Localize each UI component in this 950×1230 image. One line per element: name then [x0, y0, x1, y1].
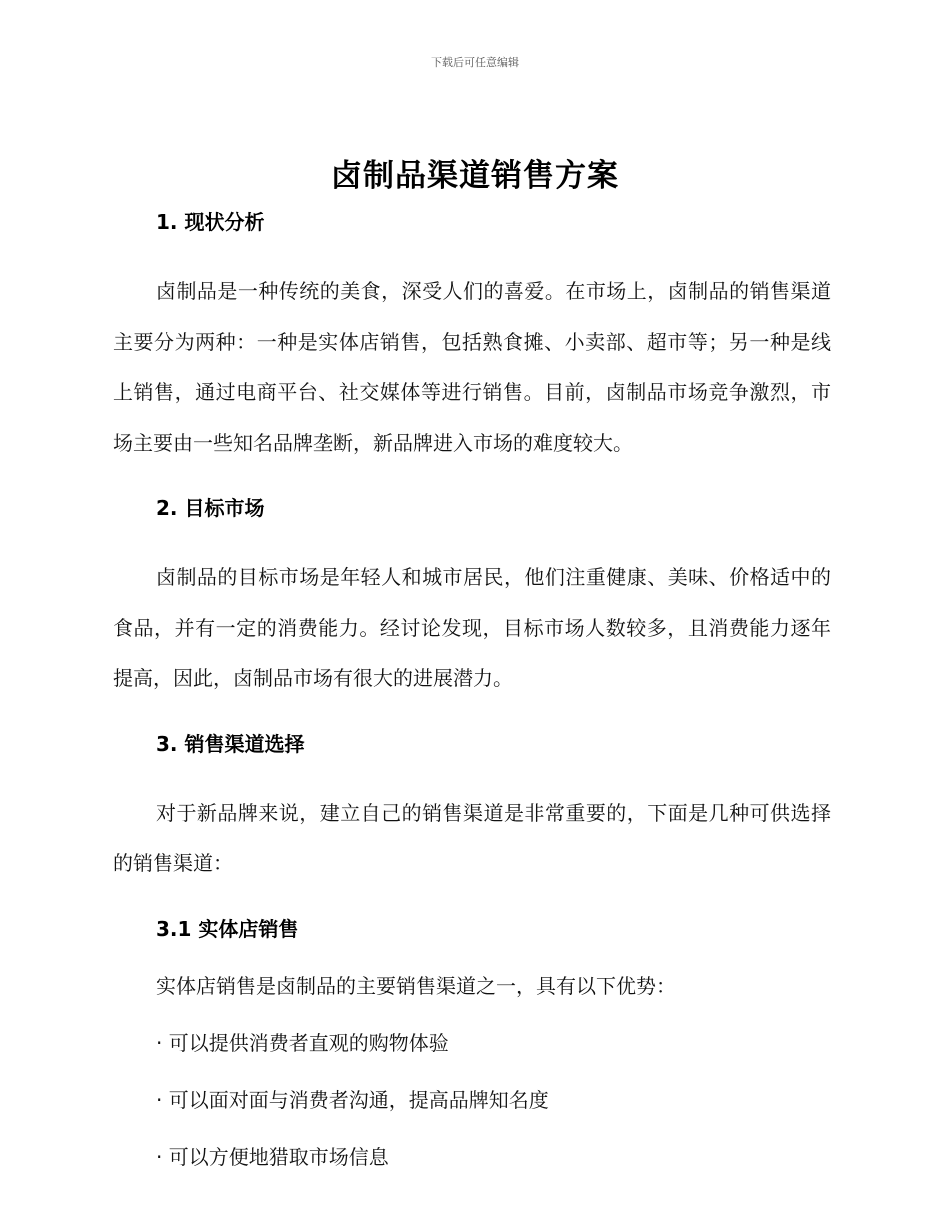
section-heading-physical-store: 3.1 实体店销售	[156, 916, 299, 941]
list-item: · 可以面对面与消费者沟通，提高品牌知名度	[156, 1087, 549, 1112]
advantages-list	[113, 1025, 831, 1175]
section-heading-status: 1. 现状分析	[156, 210, 265, 234]
list-item: · 可以提供消费者直观的购物体验	[156, 1030, 449, 1055]
section-paragraph-target-market: 卤制品的目标市场是年轻人和城市居民，他们注重健康、美味、价格适中的食品，并有一定的消费能力。经讨论发现，目标市场人数较多，且消费能力逐年提高，因此，卤制品市场有很大的进展潜力。	[113, 565, 831, 690]
section-paragraph-status: 卤制品是一种传统的美食，深受人们的喜爱。在市场上，卤制品的销售渠道主要分为两种：一种是实体店销售，包括熟食摊、小卖部、超市等；另一种是线上销售，通过电商平台、社交媒体等进行销售。目前，卤制品市场竞争激烈，市场主要由一些知名品牌垄断，新品牌进入市场的难度较大。	[113, 279, 831, 455]
list-item: · 可以方便地猎取市场信息	[156, 1144, 389, 1169]
section-heading-channel-selection: 3. 销售渠道选择	[156, 731, 305, 756]
document-body	[113, 204, 831, 1175]
section-heading-target-market: 2. 目标市场	[156, 496, 265, 520]
section-intro-physical-store: 实体店销售是卤制品的主要销售渠道之一，具有以下优势：	[156, 973, 676, 998]
document-title: 卤制品渠道销售方案	[331, 158, 619, 194]
section-paragraph-channel-selection: 对于新品牌来说，建立自己的销售渠道是非常重要的，下面是几种可供选择的销售渠道：	[113, 800, 831, 875]
page-header-note: 下载后可任意编辑	[431, 56, 519, 69]
